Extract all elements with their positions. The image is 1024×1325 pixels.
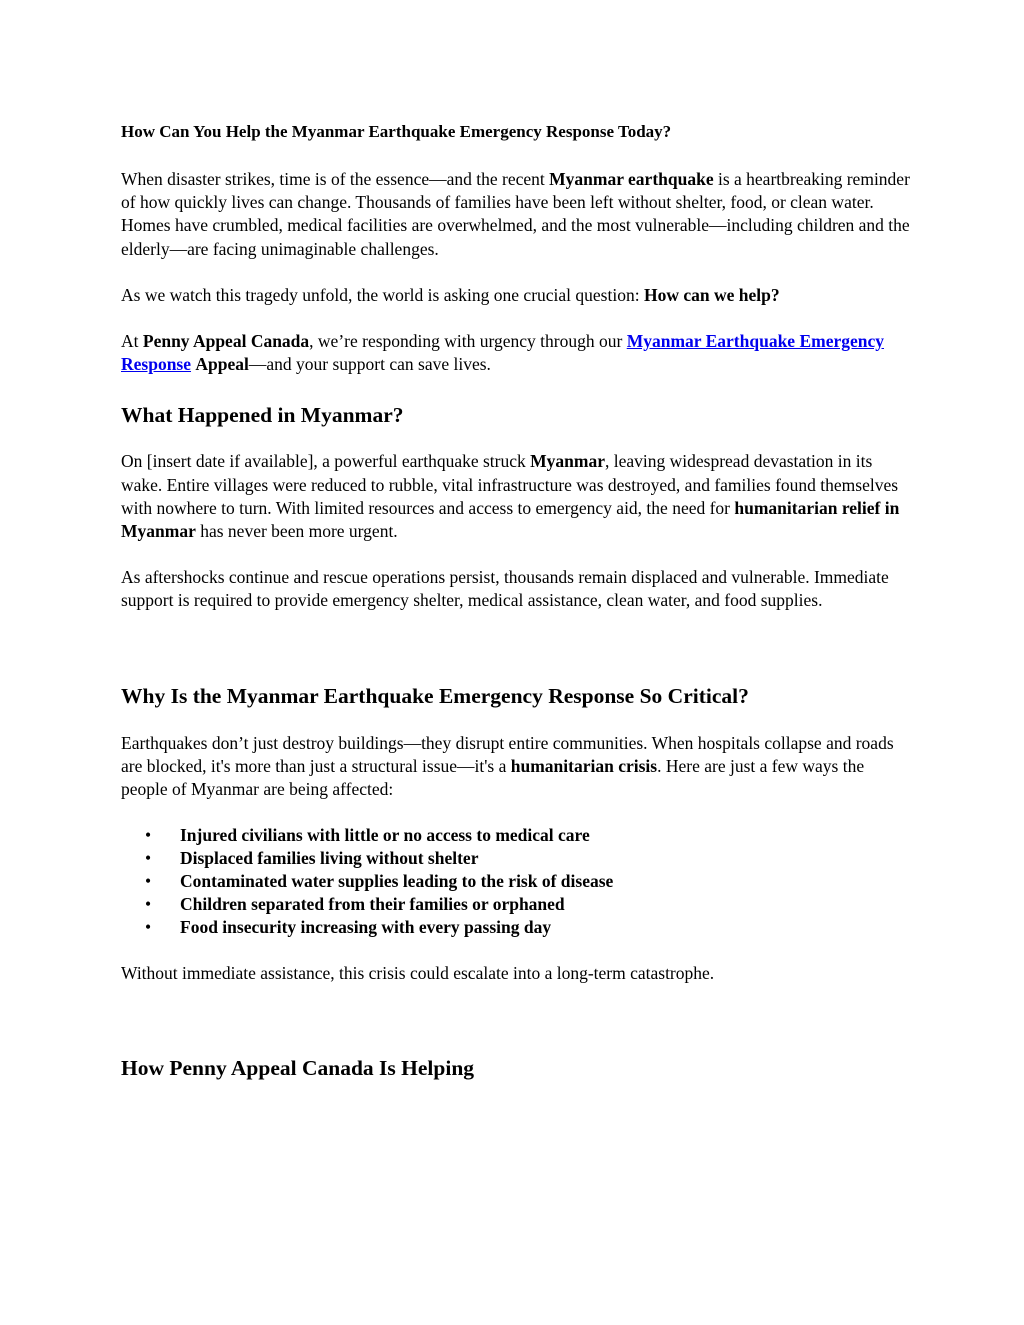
section2-closing-paragraph: Without immediate assistance, this crisis could escalate into a long-term catastrophe. <box>121 963 715 984</box>
list-item-text: Injured civilians with little or no access to medical care <box>180 825 590 846</box>
list-item-text: Contaminated water supplies leading to the risk of disease <box>180 871 614 892</box>
bullet-icon: • <box>145 848 152 869</box>
section-heading-what-happened: What Happened in Myanmar? <box>121 403 404 428</box>
section1-paragraph-2: As aftershocks continue and rescue operations persist, thousands remain displaced and vulnerable. Immediate support is required to provide emergency shelter, medical assistance, clean water, and food supplies. <box>121 567 889 611</box>
intro-p2-text-a: As we watch this tragedy unfold, the world is asking one crucial question: <box>121 284 644 305</box>
bullet-icon: • <box>145 871 152 892</box>
appeal-link[interactable]: Myanmar Earthquake Emergency Response <box>121 331 884 375</box>
list-item <box>121 870 911 893</box>
intro-p1-bold: Myanmar earthquake <box>549 169 714 189</box>
list-item <box>121 824 911 847</box>
s2-p1-bold: humanitarian crisis <box>510 755 658 776</box>
s1-p1-text-e: has never been more urgent. <box>195 521 398 542</box>
section2-paragraph-1 <box>121 732 911 802</box>
intro-p3-bold-appeal: Appeal <box>195 354 249 375</box>
intro-p3-bold-org: Penny Appeal Canada <box>142 331 310 352</box>
list-item <box>121 847 911 870</box>
s1-p1-bold-country: Myanmar <box>530 451 605 472</box>
impact-list <box>121 824 911 939</box>
section-heading-how-helping: How Penny Appeal Canada Is Helping <box>121 1056 475 1081</box>
s2-p1-text-c: . Here are just a few ways the people of Myanmar are being affected: <box>121 755 865 800</box>
list-item-text: Children separated from their families or orphaned <box>180 894 565 915</box>
s1-p1-bold-relief: humanitarian relief in Myanmar <box>121 497 900 542</box>
intro-p1-text-a: When disaster strikes, time is of the essence—and the recent <box>121 169 550 189</box>
intro-p3-text-a: At <box>121 331 143 352</box>
s1-p1-text-a: On [insert date if available], a powerful earthquake struck <box>121 451 531 472</box>
bullet-icon: • <box>145 894 152 915</box>
document-page <box>121 121 911 1081</box>
intro-p1-text-c: is a heartbreaking reminder of how quickly lives can change. Thousands of families have been left without shelter, food, or clean water. Homes have crumbled, medical facilities are overwhelmed, and the most vulnerable—including children and the elderly—are facing unimaginable challenges. <box>121 169 910 259</box>
section-heading-why-critical: Why Is the Myanmar Earthquake Emergency Response So Critical? <box>121 683 749 708</box>
intro-paragraph-2 <box>121 284 911 307</box>
bullet-icon: • <box>145 825 152 846</box>
s1-p1-text-c: , leaving widespread devastation in its wake. Entire villages were reduced to rubble, vital infrastructure was destroyed, and families found themselves with nowhere to turn. With limited resources and access to emergency aid, the need for <box>121 451 899 518</box>
bullet-icon: • <box>145 917 152 938</box>
intro-paragraph-1 <box>121 168 911 261</box>
list-item <box>121 893 911 916</box>
list-item-text: Food insecurity increasing with every passing day <box>180 917 552 938</box>
intro-p3-text-c: , we’re responding with urgency through our <box>309 331 627 352</box>
intro-p3-text-f: —and your support can save lives. <box>248 354 491 375</box>
s2-p1-text-a: Earthquakes don’t just destroy buildings—they disrupt entire communities. When hospitals collapse and roads are blocked, it's more than just a structural issue—it's a <box>121 732 894 776</box>
intro-p2-bold: How can we help? <box>643 284 780 305</box>
intro-paragraph-3 <box>121 330 911 376</box>
list-item-text: Displaced families living without shelter <box>180 848 479 869</box>
article-title: How Can You Help the Myanmar Earthquake Emergency Response Today? <box>121 122 672 141</box>
section1-paragraph-1 <box>121 450 911 543</box>
list-item <box>121 916 911 939</box>
